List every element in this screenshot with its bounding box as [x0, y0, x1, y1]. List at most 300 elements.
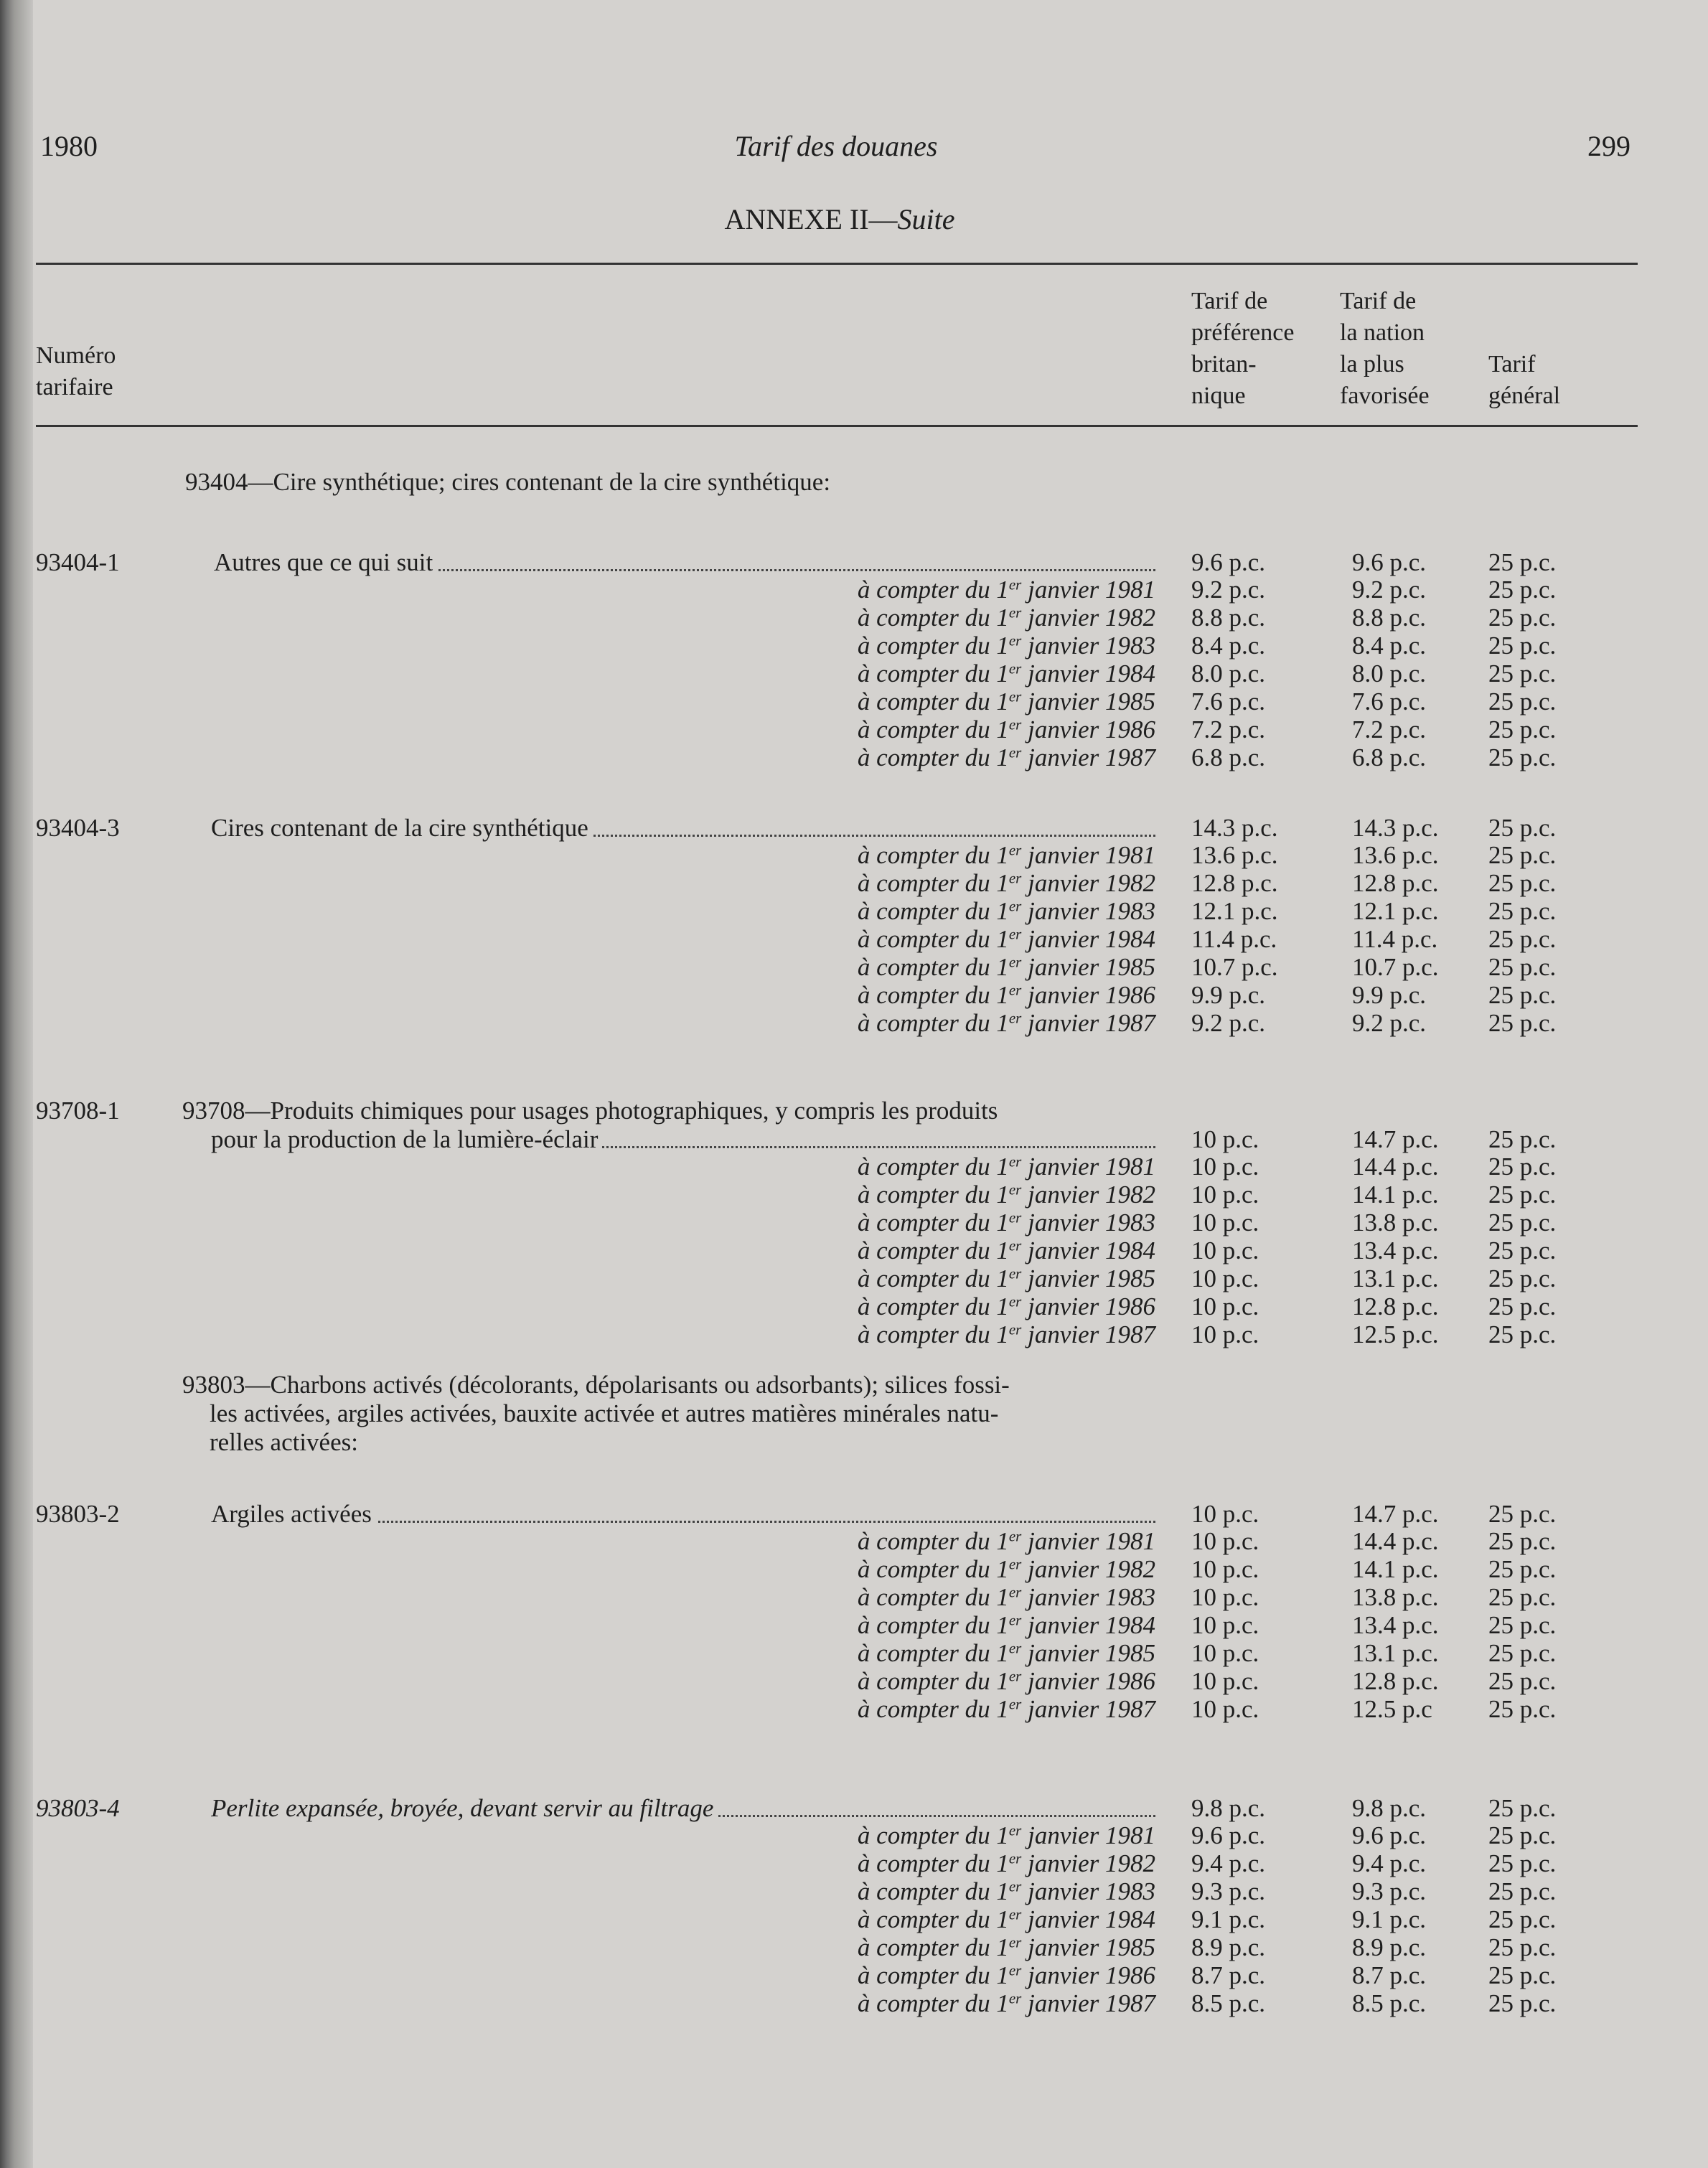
item-description	[211, 1794, 1155, 1823]
rate-bpt: 9.2 p.c.	[1191, 1009, 1266, 1037]
date-prefix: à compter du 1	[857, 743, 1009, 771]
date-year: 1983	[1105, 1209, 1155, 1236]
date-month: janvier	[1021, 1667, 1105, 1695]
item-description-text: Autres que ce qui suit	[214, 548, 437, 576]
date-month: janvier	[1021, 1989, 1105, 2017]
tariff-item-row	[0, 1500, 1672, 1529]
staging-row	[0, 1583, 1672, 1612]
staging-row	[0, 604, 1672, 632]
date-prefix: à compter du 1	[857, 1527, 1009, 1555]
effective-date	[858, 1236, 1155, 1265]
date-year: 1987	[1105, 743, 1155, 771]
rate-general: 25 p.c.	[1488, 1500, 1557, 1528]
date-prefix: à compter du 1	[857, 1905, 1009, 1933]
rate-mfn: 9.9 p.c.	[1352, 981, 1427, 1009]
rate-mfn: 7.2 p.c.	[1352, 715, 1427, 743]
date-superscript: er	[1008, 1667, 1022, 1685]
rate-general: 25 p.c.	[1488, 1125, 1557, 1153]
annex-suffix: Suite	[897, 203, 955, 235]
date-superscript: er	[1008, 1905, 1022, 1923]
staging-row	[0, 1527, 1672, 1556]
rate-mfn: 8.5 p.c.	[1352, 1989, 1427, 2017]
effective-date	[858, 1877, 1155, 1906]
date-prefix: à compter du 1	[857, 925, 1009, 953]
rate-general: 25 p.c.	[1488, 925, 1557, 953]
date-prefix: à compter du 1	[857, 953, 1009, 981]
staging-row	[0, 688, 1672, 716]
date-superscript: er	[1008, 1877, 1022, 1895]
rate-bpt: 10 p.c.	[1191, 1639, 1259, 1667]
date-prefix: à compter du 1	[857, 1583, 1009, 1611]
date-superscript: er	[1008, 1583, 1022, 1601]
date-month: janvier	[1021, 688, 1105, 715]
rate-bpt: 10 p.c.	[1191, 1695, 1259, 1723]
rate-bpt: 9.9 p.c.	[1191, 981, 1266, 1009]
rate-general: 25 p.c.	[1488, 688, 1557, 715]
staging-row	[0, 1877, 1672, 1906]
section-heading-93404: 93404—Cire synthétique; cires contenant de la cire synthétique:	[185, 468, 831, 496]
rate-mfn: 12.5 p.c.	[1352, 1320, 1439, 1348]
date-superscript: er	[1008, 841, 1022, 859]
rate-general: 25 p.c.	[1488, 1209, 1557, 1236]
date-month: janvier	[1021, 1583, 1105, 1611]
rate-general: 25 p.c.	[1488, 548, 1557, 576]
staging-row	[0, 1292, 1672, 1321]
rate-mfn: 12.8 p.c.	[1352, 1667, 1439, 1695]
staging-row	[0, 1181, 1672, 1209]
rate-general: 25 p.c.	[1488, 576, 1557, 604]
rate-bpt: 10 p.c.	[1191, 1292, 1259, 1320]
effective-date	[858, 1292, 1155, 1321]
effective-date	[858, 1639, 1155, 1668]
date-month: janvier	[1021, 1639, 1105, 1667]
staging-row	[0, 1611, 1672, 1640]
rate-bpt: 6.8 p.c.	[1191, 743, 1266, 771]
date-prefix: à compter du 1	[857, 660, 1009, 688]
tariff-item-row	[0, 814, 1672, 843]
date-year: 1985	[1105, 688, 1155, 715]
date-superscript: er	[1008, 1639, 1022, 1657]
effective-date	[858, 1849, 1155, 1878]
rate-bpt: 9.1 p.c.	[1191, 1905, 1266, 1933]
date-month: janvier	[1021, 715, 1105, 743]
date-prefix: à compter du 1	[857, 869, 1009, 897]
date-superscript: er	[1008, 1555, 1022, 1573]
effective-date	[858, 1555, 1155, 1584]
rate-bpt: 13.6 p.c.	[1191, 841, 1278, 869]
section-heading-line: 93803—Charbons activés (décolorants, dépolarisants ou adsorbants); silices fossi-	[182, 1371, 1010, 1399]
section-heading-93803	[182, 1371, 1010, 1457]
date-prefix: à compter du 1	[857, 1695, 1009, 1723]
rate-mfn: 13.8 p.c.	[1352, 1209, 1439, 1236]
item-description-text: Argiles activées	[211, 1500, 376, 1528]
effective-date	[858, 576, 1155, 604]
date-month: janvier	[1021, 1905, 1105, 1933]
section-heading-93708: 93708—Produits chimiques pour usages photographiques, y compris les produits	[182, 1097, 998, 1125]
column-head-bpt-line: préférence	[1191, 319, 1295, 346]
date-prefix: à compter du 1	[857, 1181, 1009, 1209]
effective-date	[858, 632, 1155, 660]
date-superscript: er	[1008, 1933, 1022, 1951]
date-year: 1984	[1105, 925, 1155, 953]
date-month: janvier	[1021, 1181, 1105, 1209]
column-head-general-line: Tarif	[1488, 351, 1536, 377]
date-month: janvier	[1021, 632, 1105, 660]
date-superscript: er	[1008, 1611, 1022, 1629]
date-superscript: er	[1008, 981, 1022, 999]
staging-row	[0, 869, 1672, 898]
staging-row	[0, 1236, 1672, 1265]
rate-general: 25 p.c.	[1488, 1236, 1557, 1264]
rate-general: 25 p.c.	[1488, 1989, 1557, 2017]
tariff-number: 93404-1	[36, 548, 120, 576]
rate-general: 25 p.c.	[1488, 1639, 1557, 1667]
effective-date	[858, 1153, 1155, 1181]
effective-date	[858, 1583, 1155, 1612]
date-year: 1982	[1105, 1849, 1155, 1877]
date-superscript: er	[1008, 688, 1022, 705]
rate-general: 25 p.c.	[1488, 1181, 1557, 1209]
date-superscript: er	[1008, 1209, 1022, 1226]
rate-general: 25 p.c.	[1488, 1009, 1557, 1037]
tariff-number: 93708-1	[36, 1097, 120, 1125]
rate-mfn: 12.8 p.c.	[1352, 1292, 1439, 1320]
rate-mfn: 8.4 p.c.	[1352, 632, 1427, 660]
rate-bpt: 10 p.c.	[1191, 1153, 1259, 1181]
section-heading-row	[0, 1097, 1672, 1125]
staging-row	[0, 1320, 1672, 1349]
rate-bpt: 9.4 p.c.	[1191, 1849, 1266, 1877]
date-prefix: à compter du 1	[857, 1209, 1009, 1236]
staging-row	[0, 1153, 1672, 1181]
effective-date	[858, 981, 1155, 1010]
annex-title	[0, 202, 1679, 236]
date-prefix: à compter du 1	[857, 715, 1009, 743]
date-prefix: à compter du 1	[857, 1611, 1009, 1639]
staging-row	[0, 1639, 1672, 1668]
rate-mfn: 7.6 p.c.	[1352, 688, 1427, 715]
column-head-general	[1488, 349, 1560, 412]
column-head-bpt-line: Tarif de	[1191, 288, 1268, 314]
effective-date	[858, 743, 1155, 772]
rate-mfn: 13.8 p.c.	[1352, 1583, 1439, 1611]
table-top-rule	[36, 263, 1638, 265]
staging-row	[0, 1821, 1672, 1850]
date-prefix: à compter du 1	[857, 688, 1009, 715]
date-month: janvier	[1021, 841, 1105, 869]
rate-bpt: 10 p.c.	[1191, 1181, 1259, 1209]
date-year: 1987	[1105, 1320, 1155, 1348]
rate-general: 25 p.c.	[1488, 814, 1557, 842]
rate-mfn: 14.1 p.c.	[1352, 1555, 1439, 1583]
rate-bpt: 12.8 p.c.	[1191, 869, 1278, 897]
date-year: 1986	[1105, 715, 1155, 743]
rate-mfn: 13.1 p.c.	[1352, 1639, 1439, 1667]
date-year: 1981	[1105, 1527, 1155, 1555]
date-prefix: à compter du 1	[857, 1292, 1009, 1320]
rate-mfn: 13.1 p.c.	[1352, 1264, 1439, 1292]
rate-bpt: 12.1 p.c.	[1191, 897, 1278, 925]
date-prefix: à compter du 1	[857, 1933, 1009, 1961]
date-year: 1983	[1105, 1583, 1155, 1611]
date-year: 1984	[1105, 660, 1155, 688]
date-prefix: à compter du 1	[857, 1821, 1009, 1849]
date-superscript: er	[1008, 869, 1022, 887]
date-superscript: er	[1008, 632, 1022, 649]
date-month: janvier	[1021, 604, 1105, 632]
date-year: 1982	[1105, 1555, 1155, 1583]
date-year: 1984	[1105, 1905, 1155, 1933]
effective-date	[858, 1320, 1155, 1349]
effective-date	[858, 1821, 1155, 1850]
tariff-item-row	[0, 1125, 1672, 1154]
rate-bpt: 10.7 p.c.	[1191, 953, 1278, 981]
effective-date	[858, 1527, 1155, 1556]
date-year: 1984	[1105, 1611, 1155, 1639]
rate-mfn: 14.3 p.c.	[1352, 814, 1439, 842]
rate-general: 25 p.c.	[1488, 1695, 1557, 1723]
date-year: 1987	[1105, 1989, 1155, 2017]
date-prefix: à compter du 1	[857, 1264, 1009, 1292]
rate-bpt: 9.6 p.c.	[1191, 548, 1266, 576]
staging-row	[0, 841, 1672, 870]
date-month: janvier	[1021, 1961, 1105, 1989]
date-superscript: er	[1008, 1989, 1022, 2007]
rate-general: 25 p.c.	[1488, 1961, 1557, 1989]
date-prefix: à compter du 1	[857, 981, 1009, 1009]
page-number: 299	[1587, 130, 1630, 162]
rate-bpt: 8.8 p.c.	[1191, 604, 1266, 632]
rate-mfn: 10.7 p.c.	[1352, 953, 1439, 981]
rate-general: 25 p.c.	[1488, 1905, 1557, 1933]
date-month: janvier	[1021, 1009, 1105, 1037]
effective-date	[858, 869, 1155, 898]
rate-mfn: 8.0 p.c.	[1352, 660, 1427, 688]
date-month: janvier	[1021, 576, 1105, 604]
rate-general: 25 p.c.	[1488, 1555, 1557, 1583]
rate-mfn: 8.7 p.c.	[1352, 1961, 1427, 1989]
item-description	[211, 1125, 1155, 1154]
date-year: 1982	[1105, 604, 1155, 632]
staging-row	[0, 1989, 1672, 2018]
date-superscript: er	[1008, 897, 1022, 915]
date-year: 1983	[1105, 1877, 1155, 1905]
effective-date	[858, 1933, 1155, 1962]
date-month: janvier	[1021, 660, 1105, 688]
effective-date	[858, 1181, 1155, 1209]
date-month: janvier	[1021, 1555, 1105, 1583]
date-month: janvier	[1021, 897, 1105, 925]
rate-general: 25 p.c.	[1488, 1527, 1557, 1555]
staging-row	[0, 1695, 1672, 1724]
date-month: janvier	[1021, 1209, 1105, 1236]
header-year: 1980	[40, 130, 98, 162]
date-month: janvier	[1021, 1877, 1105, 1905]
rate-bpt: 10 p.c.	[1191, 1583, 1259, 1611]
date-month: janvier	[1021, 743, 1105, 771]
staging-row	[0, 1933, 1672, 1962]
effective-date	[858, 1989, 1155, 2018]
rate-mfn: 13.4 p.c.	[1352, 1236, 1439, 1264]
rate-bpt: 9.3 p.c.	[1191, 1877, 1266, 1905]
date-year: 1983	[1105, 897, 1155, 925]
date-superscript: er	[1008, 1961, 1022, 1979]
rate-bpt: 7.6 p.c.	[1191, 688, 1266, 715]
date-year: 1985	[1105, 1264, 1155, 1292]
rate-mfn: 12.5 p.c	[1352, 1695, 1432, 1723]
rate-mfn: 6.8 p.c.	[1352, 743, 1427, 771]
rate-bpt: 10 p.c.	[1191, 1209, 1259, 1236]
rate-general: 25 p.c.	[1488, 715, 1557, 743]
date-prefix: à compter du 1	[857, 1961, 1009, 1989]
date-year: 1987	[1105, 1695, 1155, 1723]
date-month: janvier	[1021, 1821, 1105, 1849]
rate-general: 25 p.c.	[1488, 1933, 1557, 1961]
rate-general: 25 p.c.	[1488, 1821, 1557, 1849]
staging-row	[0, 953, 1672, 982]
date-prefix: à compter du 1	[857, 1639, 1009, 1667]
rate-mfn: 9.3 p.c.	[1352, 1877, 1427, 1905]
effective-date	[858, 1264, 1155, 1293]
staging-row	[0, 632, 1672, 660]
column-head-bpt-line: britan-	[1191, 351, 1257, 377]
rate-bpt: 10 p.c.	[1191, 1555, 1259, 1583]
rate-bpt: 11.4 p.c.	[1191, 925, 1277, 953]
date-prefix: à compter du 1	[857, 1555, 1009, 1583]
date-year: 1986	[1105, 1292, 1155, 1320]
effective-date	[858, 660, 1155, 688]
rate-bpt: 8.0 p.c.	[1191, 660, 1266, 688]
date-year: 1987	[1105, 1009, 1155, 1037]
date-year: 1985	[1105, 1933, 1155, 1961]
date-prefix: à compter du 1	[857, 1849, 1009, 1877]
staging-row	[0, 1555, 1672, 1584]
date-month: janvier	[1021, 1849, 1105, 1877]
rate-bpt: 8.9 p.c.	[1191, 1933, 1266, 1961]
effective-date	[858, 688, 1155, 716]
column-head-bpt-line: nique	[1191, 383, 1246, 409]
date-prefix: à compter du 1	[857, 1667, 1009, 1695]
effective-date	[858, 1009, 1155, 1038]
item-description-text: Cires contenant de la cire synthétique	[211, 814, 593, 842]
date-year: 1985	[1105, 1639, 1155, 1667]
date-superscript: er	[1008, 1009, 1022, 1027]
item-description-text: pour la production de la lumière-éclair	[211, 1125, 602, 1153]
date-year: 1986	[1105, 981, 1155, 1009]
effective-date	[858, 1961, 1155, 1990]
column-head-bpt	[1191, 286, 1294, 412]
rate-mfn: 13.6 p.c.	[1352, 841, 1439, 869]
date-month: janvier	[1021, 869, 1105, 897]
rate-general: 25 p.c.	[1488, 1794, 1557, 1822]
column-head-tariff-item-line: Numéro	[36, 342, 116, 369]
rate-bpt: 7.2 p.c.	[1191, 715, 1266, 743]
header-title: Tarif des douanes	[734, 130, 938, 162]
date-year: 1981	[1105, 1821, 1155, 1849]
date-prefix: à compter du 1	[857, 1989, 1009, 2017]
rate-bpt: 10 p.c.	[1191, 1527, 1259, 1555]
rate-general: 25 p.c.	[1488, 953, 1557, 981]
date-month: janvier	[1021, 1320, 1105, 1348]
effective-date	[858, 1695, 1155, 1724]
date-prefix: à compter du 1	[857, 632, 1009, 660]
tariff-item-row	[0, 548, 1672, 577]
item-description	[214, 548, 1155, 577]
rate-mfn: 9.4 p.c.	[1352, 1849, 1427, 1877]
rate-mfn: 9.2 p.c.	[1352, 1009, 1427, 1037]
rate-general: 25 p.c.	[1488, 981, 1557, 1009]
staging-row	[0, 897, 1672, 926]
date-prefix: à compter du 1	[857, 1320, 1009, 1348]
rate-bpt: 8.5 p.c.	[1191, 1989, 1266, 2017]
rate-general: 25 p.c.	[1488, 1153, 1557, 1181]
rate-mfn: 9.2 p.c.	[1352, 576, 1427, 604]
rate-bpt: 14.3 p.c.	[1191, 814, 1278, 842]
effective-date	[858, 1611, 1155, 1640]
date-superscript: er	[1008, 715, 1022, 733]
rate-general: 25 p.c.	[1488, 660, 1557, 688]
column-head-mfn-line: favorisée	[1340, 383, 1430, 409]
rate-general: 25 p.c.	[1488, 1320, 1557, 1348]
rate-general: 25 p.c.	[1488, 869, 1557, 897]
staging-row	[0, 1209, 1672, 1237]
date-superscript: er	[1008, 743, 1022, 761]
rate-mfn: 14.4 p.c.	[1352, 1153, 1439, 1181]
date-month: janvier	[1021, 953, 1105, 981]
rate-general: 25 p.c.	[1488, 604, 1557, 632]
rate-mfn: 14.1 p.c.	[1352, 1181, 1439, 1209]
column-head-mfn-line: Tarif de	[1340, 288, 1417, 314]
staging-row	[0, 660, 1672, 688]
date-year: 1986	[1105, 1667, 1155, 1695]
rate-general: 25 p.c.	[1488, 1667, 1557, 1695]
rate-mfn: 9.6 p.c.	[1352, 548, 1427, 576]
staging-row	[0, 925, 1672, 954]
staging-row	[0, 981, 1672, 1010]
rate-bpt: 10 p.c.	[1191, 1667, 1259, 1695]
rate-general: 25 p.c.	[1488, 632, 1557, 660]
tariff-number: 93803-4	[36, 1794, 120, 1822]
date-year: 1984	[1105, 1236, 1155, 1264]
rate-mfn: 13.4 p.c.	[1352, 1611, 1439, 1639]
rate-mfn: 14.4 p.c.	[1352, 1527, 1439, 1555]
rate-bpt: 9.6 p.c.	[1191, 1821, 1266, 1849]
staging-row	[0, 1961, 1672, 1990]
effective-date	[858, 953, 1155, 982]
effective-date	[858, 715, 1155, 744]
rate-bpt: 10 p.c.	[1191, 1320, 1259, 1348]
effective-date	[858, 897, 1155, 926]
date-prefix: à compter du 1	[857, 1877, 1009, 1905]
rate-bpt: 10 p.c.	[1191, 1500, 1259, 1528]
effective-date	[858, 1209, 1155, 1237]
date-prefix: à compter du 1	[857, 604, 1009, 632]
effective-date	[858, 841, 1155, 870]
rate-mfn: 11.4 p.c.	[1352, 925, 1438, 953]
rate-bpt: 9.8 p.c.	[1191, 1794, 1266, 1822]
item-description	[211, 814, 1155, 843]
date-superscript: er	[1008, 1181, 1022, 1198]
date-year: 1981	[1105, 1153, 1155, 1181]
rate-mfn: 12.8 p.c.	[1352, 869, 1439, 897]
rate-general: 25 p.c.	[1488, 841, 1557, 869]
rate-general: 25 p.c.	[1488, 897, 1557, 925]
date-month: janvier	[1021, 1611, 1105, 1639]
rate-general: 25 p.c.	[1488, 1264, 1557, 1292]
effective-date	[858, 604, 1155, 632]
rate-mfn: 9.1 p.c.	[1352, 1905, 1427, 1933]
staging-row	[0, 1905, 1672, 1934]
